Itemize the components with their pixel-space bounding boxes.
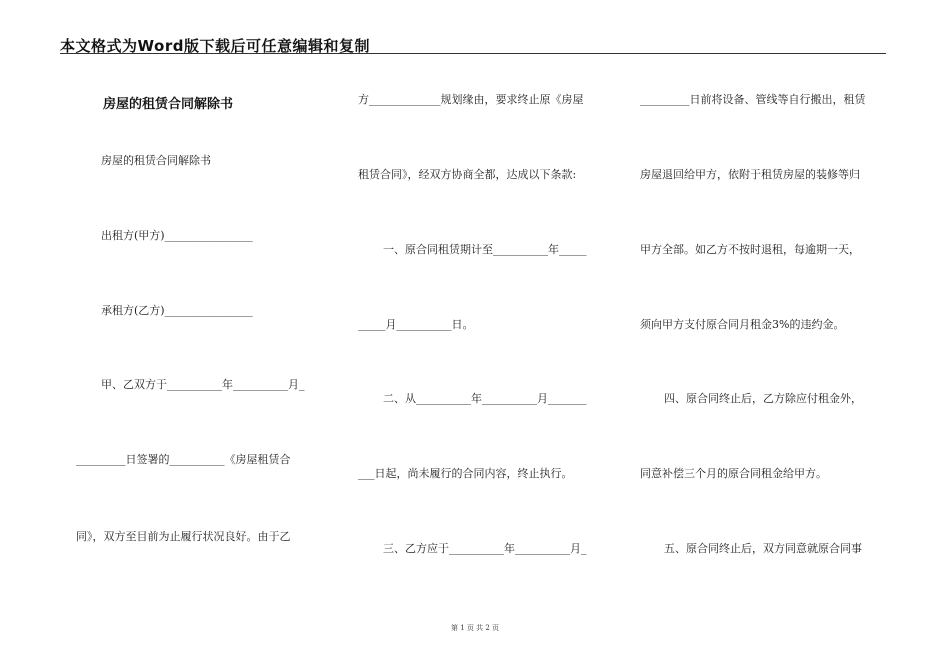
col3-line-3: 甲方全部。如乙方不按时退租，每逾期一天， xyxy=(640,243,860,256)
col1-line-2: 出租方(甲方)________________ xyxy=(101,229,253,242)
col2-line-3: 一、原合同租赁期计至__________年_____ xyxy=(383,243,587,256)
header-divider xyxy=(60,53,886,54)
col2-line-2: 租赁合同》，经双方协商全都，达成以下条款: xyxy=(358,168,577,181)
col2-line-4: _____月__________日。 xyxy=(358,318,474,331)
col3-line-5: 四、原合同终止后，乙方除应付租金外， xyxy=(664,392,862,405)
col3-line-7: 五、原合同终止后，双方同意就原合同事 xyxy=(664,542,862,555)
col2-line-7: 三、乙方应于__________年__________月_ xyxy=(383,542,587,555)
col3-line-4: 须向甲方支付原合同月租金3%的违约金。 xyxy=(640,318,845,331)
col1-line-5: _________日签署的__________《房屋租赁合 xyxy=(76,453,291,466)
document-header: 本文格式为Word版下载后可任意编辑和复制 xyxy=(60,37,370,55)
col1-line-6: 同》，双方至目前为止履行状况良好。由于乙 xyxy=(76,530,291,543)
col2-line-1: 方_____________规划缘由，要求终止原《房屋 xyxy=(358,93,584,106)
col1-line-4: 甲、乙双方于__________年__________月_ xyxy=(101,378,305,391)
col3-line-2: 房屋退回给甲方，依附于租赁房屋的装修等归 xyxy=(640,168,860,181)
col1-line-1: 房屋的租赁合同解除书 xyxy=(101,154,211,167)
col2-line-6: ___日起，尚未履行的合同内容，终止执行。 xyxy=(358,467,573,480)
col3-line-6: 同意补偿三个月的原合同租金给甲方。 xyxy=(640,467,827,480)
page-footer: 第 1 页 共 2 页 xyxy=(450,624,500,632)
col1-line-3: 承租方(乙方)________________ xyxy=(101,304,253,317)
col2-line-5: 二、从__________年__________月_______ xyxy=(383,392,587,405)
document-title: 房屋的租赁合同解除书 xyxy=(103,97,234,112)
col3-line-1: _________日前将设备、管线等自行搬出，租赁 xyxy=(640,93,866,106)
